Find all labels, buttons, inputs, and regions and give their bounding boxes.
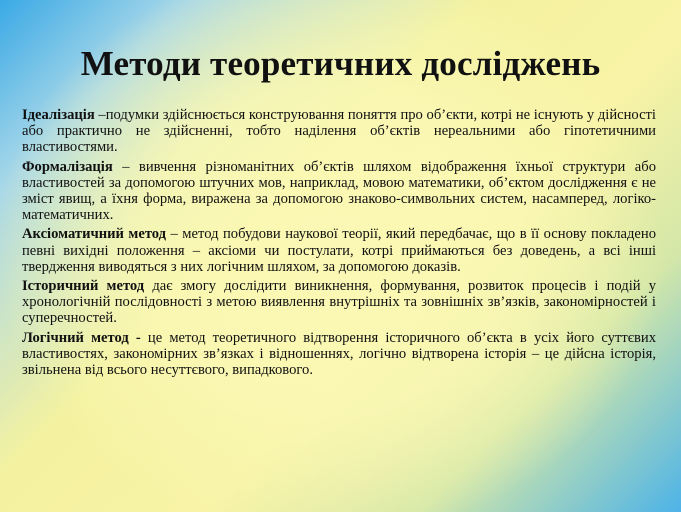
paragraph-historical-method <box>22 278 656 327</box>
slide-body <box>22 107 656 381</box>
definition-axiomatic-method: – метод побудови наукової теорії, який передбачає, що в її основу покладено певні вихідні положення – аксіоми чи постулати, котрі приймаються без доведень, а всі інші твердження виводяться з них логічним шляхом, за допомогою доказів. <box>22 226 657 275</box>
term-axiomatic-method: Аксіоматичний метод <box>22 226 167 243</box>
term-historical-method: Історичний метод <box>22 278 145 295</box>
slide-title: Методи теоретичних досліджень <box>80 44 601 83</box>
definition-historical-method: дає змогу дослідити виникнення, формування, розвиток процесів і подій у хронологічній послідовності з метою виявлення внутрішніх та зовнішніх зв’язків, закономірностей і суперечностей. <box>22 278 656 327</box>
definition-logical-method: це метод теоретичного відтворення історичного об’єкта в усіх його суттєвих властивостях, закономірних зв’язках і відношеннях, логічно відтворена історія – це дійсна історія, звільнена від всього несуттєвого, випадкового. <box>22 329 656 379</box>
paragraph-idealization <box>22 107 656 156</box>
term-formalization: Формалізація <box>22 158 113 175</box>
paragraph-logical-method <box>22 330 656 379</box>
definition-formalization: – вивчення різноманітних об’єктів шляхом відображення їхньої структури або властивостей за допомогою штучних мов, наприклад, мовою математики, об’єктом дослідження є не зміст явищ, а їхня форма, виражена за допомогою знаково-символьних систем, насамперед, логіко-математичних. <box>22 158 656 224</box>
definition-idealization: –подумки здійснюється конструювання поняття про об’єкти, котрі не існують у дійсності або практично не здійсненні, тобто наділення об’єктів нереальними або гіпотетичними властивостями. <box>22 107 656 156</box>
paragraph-formalization <box>22 159 656 224</box>
term-logical-method: Логічний метод - <box>22 329 141 346</box>
paragraph-axiomatic-method <box>22 226 656 275</box>
term-idealization: Ідеалізація <box>22 107 95 123</box>
